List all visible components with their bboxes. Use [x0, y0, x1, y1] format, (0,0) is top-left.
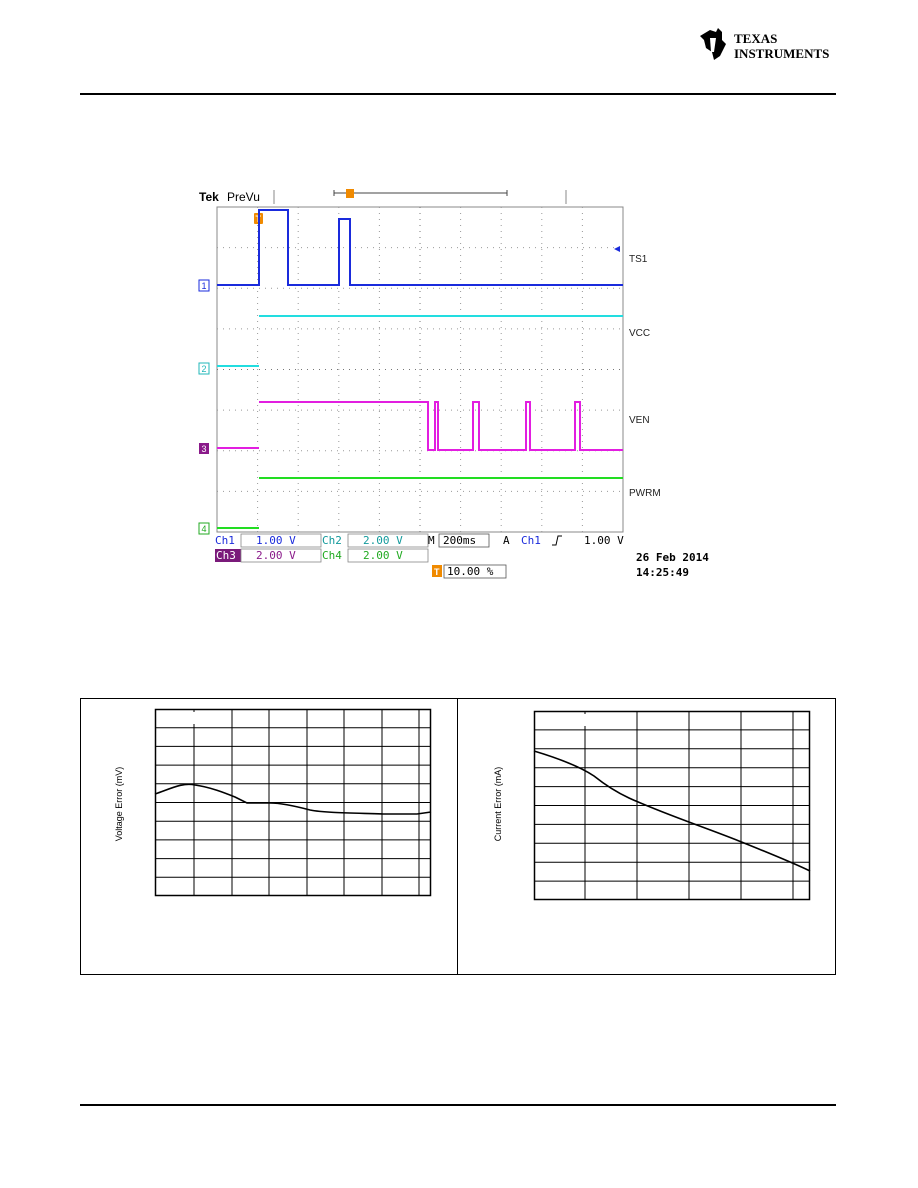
svg-text:3: 3	[201, 444, 207, 454]
ch1-name: Ch1	[215, 534, 235, 547]
timebase-label: M	[428, 534, 435, 547]
capture-time: 14:25:49	[636, 566, 689, 579]
ti-state-logo-icon	[700, 28, 726, 60]
legend-blank	[537, 714, 597, 726]
trace-label-ven: VEN	[629, 415, 650, 426]
header-rule	[80, 93, 836, 95]
voltage-error-plot	[155, 709, 431, 896]
capture-date: 26 Feb 2014	[636, 551, 709, 564]
logo-line1: TEXAS	[734, 31, 778, 46]
ch2-value: 2.00 V	[363, 534, 403, 547]
record-window-indicator	[334, 189, 507, 198]
trace-label-ts1: TS1	[629, 254, 648, 265]
voltage-error-ylabel: Voltage Error (mV)	[114, 766, 124, 842]
panel-divider	[457, 698, 458, 975]
ch3-value: 2.00 V	[256, 549, 296, 562]
ch3-name: Ch3	[216, 549, 236, 562]
ch4-value: 2.00 V	[363, 549, 403, 562]
scope-brand: Tek	[199, 190, 219, 204]
acq-mode: A	[503, 534, 510, 547]
current-error-plot	[534, 711, 810, 900]
svg-text:1: 1	[201, 281, 207, 291]
ch4-name: Ch4	[322, 549, 342, 562]
ch4-ground-marker	[199, 523, 209, 534]
trigger-source: Ch1	[521, 534, 541, 547]
scope-mode: PreVu	[227, 190, 260, 204]
current-error-ylabel: Current Error (mA)	[493, 766, 503, 842]
oscilloscope-capture	[196, 186, 709, 581]
trace-label-pwrm: PWRM	[629, 488, 661, 499]
ch3-ground-marker	[199, 443, 209, 454]
timebase-value: 200ms	[443, 534, 477, 547]
trace-label-vcc: VCC	[629, 328, 651, 339]
voltage-error-curve	[155, 784, 431, 814]
trigger-position: 10.00 %	[447, 565, 494, 578]
svg-text:2: 2	[201, 364, 207, 374]
legend-blank	[158, 712, 230, 724]
trigger-level: 1.00 V	[584, 534, 624, 547]
rising-edge-icon	[552, 536, 562, 545]
svg-text:T: T	[434, 567, 440, 577]
ch1-ground-marker	[199, 280, 209, 291]
ch2-ground-marker	[199, 363, 209, 374]
svg-text:T: T	[255, 214, 261, 224]
ti-logo	[696, 26, 840, 62]
ch2-name: Ch2	[322, 534, 342, 547]
svg-text:4: 4	[201, 524, 207, 534]
current-error-curve	[534, 751, 810, 871]
ch1-value: 1.00 V	[256, 534, 296, 547]
logo-line2: INSTRUMENTS	[734, 46, 830, 61]
footer-rule	[80, 1104, 836, 1106]
